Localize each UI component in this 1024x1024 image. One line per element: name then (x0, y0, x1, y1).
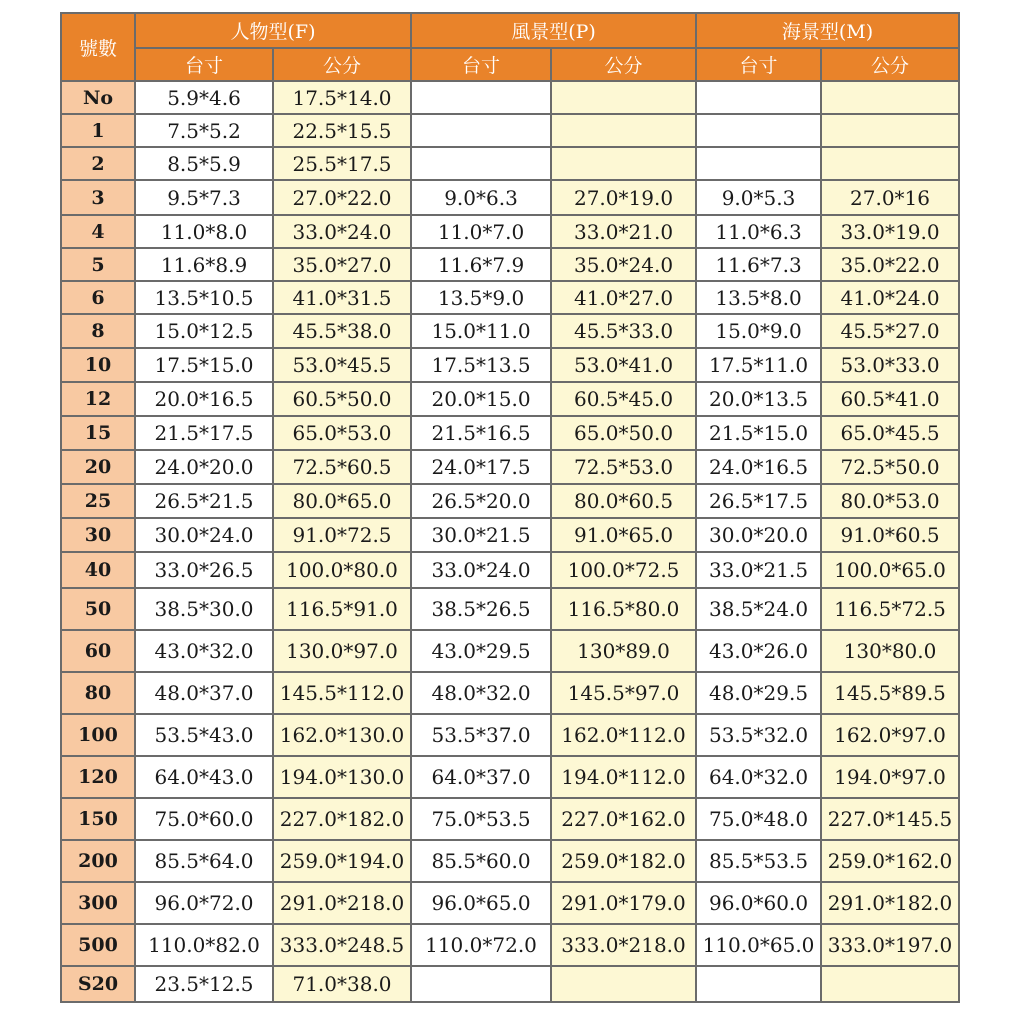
cm-size-cell: 333.0*197.0 (821, 924, 959, 966)
cm-size-cell: 145.5*89.5 (821, 672, 959, 714)
header-group-landscape: 風景型(P) (411, 13, 696, 48)
cm-size-cell (821, 114, 959, 147)
cm-size-cell: 60.5*45.0 (551, 382, 696, 416)
size-number-cell: 15 (61, 416, 135, 450)
header-unit-tai-cun: 台寸 (411, 48, 551, 81)
tai-cun-size-cell: 48.0*37.0 (135, 672, 273, 714)
size-number-cell: 8 (61, 314, 135, 348)
tai-cun-size-cell: 43.0*32.0 (135, 630, 273, 672)
size-number-cell: 3 (61, 180, 135, 215)
cm-size-cell: 162.0*112.0 (551, 714, 696, 756)
tai-cun-size-cell (411, 147, 551, 180)
cm-size-cell: 33.0*24.0 (273, 215, 411, 248)
tai-cun-size-cell: 48.0*32.0 (411, 672, 551, 714)
table-row (61, 484, 959, 518)
tai-cun-size-cell: 9.0*5.3 (696, 180, 821, 215)
cm-size-cell (821, 81, 959, 114)
tai-cun-size-cell: 96.0*72.0 (135, 882, 273, 924)
tai-cun-size-cell: 20.0*16.5 (135, 382, 273, 416)
tai-cun-size-cell (696, 966, 821, 1002)
tai-cun-size-cell: 30.0*21.5 (411, 518, 551, 552)
tai-cun-size-cell (411, 966, 551, 1002)
tai-cun-size-cell: 13.5*8.0 (696, 281, 821, 314)
tai-cun-size-cell: 23.5*12.5 (135, 966, 273, 1002)
table-row (61, 798, 959, 840)
cm-size-cell: 53.0*45.5 (273, 348, 411, 382)
cm-size-cell: 194.0*97.0 (821, 756, 959, 798)
cm-size-cell: 27.0*22.0 (273, 180, 411, 215)
tai-cun-size-cell: 38.5*24.0 (696, 588, 821, 630)
header-unit-cm: 公分 (551, 48, 696, 81)
cm-size-cell: 60.5*50.0 (273, 382, 411, 416)
tai-cun-size-cell: 24.0*16.5 (696, 450, 821, 484)
size-number-cell: 4 (61, 215, 135, 248)
cm-size-cell: 41.0*31.5 (273, 281, 411, 314)
cm-size-cell: 53.0*33.0 (821, 348, 959, 382)
tai-cun-size-cell: 96.0*60.0 (696, 882, 821, 924)
table-body (61, 81, 959, 1002)
table-row (61, 882, 959, 924)
tai-cun-size-cell: 13.5*10.5 (135, 281, 273, 314)
header-corner: 號數 (61, 13, 135, 81)
size-number-cell: 30 (61, 518, 135, 552)
tai-cun-size-cell: 43.0*29.5 (411, 630, 551, 672)
cm-size-cell: 100.0*65.0 (821, 552, 959, 588)
tai-cun-size-cell: 15.0*12.5 (135, 314, 273, 348)
cm-size-cell: 80.0*53.0 (821, 484, 959, 518)
tai-cun-size-cell: 64.0*43.0 (135, 756, 273, 798)
tai-cun-size-cell: 11.0*8.0 (135, 215, 273, 248)
tai-cun-size-cell: 85.5*60.0 (411, 840, 551, 882)
tai-cun-size-cell (696, 114, 821, 147)
size-number-cell: 20 (61, 450, 135, 484)
tai-cun-size-cell: 64.0*37.0 (411, 756, 551, 798)
cm-size-cell: 291.0*182.0 (821, 882, 959, 924)
tai-cun-size-cell: 17.5*11.0 (696, 348, 821, 382)
size-number-cell: 150 (61, 798, 135, 840)
tai-cun-size-cell: 53.5*37.0 (411, 714, 551, 756)
tai-cun-size-cell: 38.5*30.0 (135, 588, 273, 630)
table-row (61, 114, 959, 147)
cm-size-cell: 25.5*17.5 (273, 147, 411, 180)
size-number-cell: 500 (61, 924, 135, 966)
tai-cun-size-cell (411, 81, 551, 114)
cm-size-cell: 35.0*24.0 (551, 248, 696, 281)
tai-cun-size-cell: 5.9*4.6 (135, 81, 273, 114)
cm-size-cell (551, 966, 696, 1002)
cm-size-cell: 72.5*60.5 (273, 450, 411, 484)
size-number-cell: S20 (61, 966, 135, 1002)
size-number-cell: 2 (61, 147, 135, 180)
size-number-cell: 1 (61, 114, 135, 147)
tai-cun-size-cell: 75.0*60.0 (135, 798, 273, 840)
header-group-marine: 海景型(M) (696, 13, 959, 48)
canvas-size-table (60, 12, 960, 1003)
tai-cun-size-cell: 8.5*5.9 (135, 147, 273, 180)
tai-cun-size-cell: 30.0*20.0 (696, 518, 821, 552)
tai-cun-size-cell: 96.0*65.0 (411, 882, 551, 924)
tai-cun-size-cell: 26.5*20.0 (411, 484, 551, 518)
size-number-cell: 40 (61, 552, 135, 588)
size-number-cell: 120 (61, 756, 135, 798)
tai-cun-size-cell: 43.0*26.0 (696, 630, 821, 672)
size-number-cell: 80 (61, 672, 135, 714)
cm-size-cell: 22.5*15.5 (273, 114, 411, 147)
table-row (61, 588, 959, 630)
size-number-cell: 100 (61, 714, 135, 756)
table-row (61, 840, 959, 882)
tai-cun-size-cell: 33.0*24.0 (411, 552, 551, 588)
tai-cun-size-cell: 11.6*7.3 (696, 248, 821, 281)
tai-cun-size-cell: 11.6*7.9 (411, 248, 551, 281)
cm-size-cell: 41.0*27.0 (551, 281, 696, 314)
cm-size-cell: 291.0*179.0 (551, 882, 696, 924)
header-unit-tai-cun: 台寸 (135, 48, 273, 81)
size-number-cell: 60 (61, 630, 135, 672)
header-unit-cm: 公分 (273, 48, 411, 81)
table-row (61, 552, 959, 588)
tai-cun-size-cell: 110.0*82.0 (135, 924, 273, 966)
table-row (61, 630, 959, 672)
cm-size-cell: 130.0*97.0 (273, 630, 411, 672)
cm-size-cell: 27.0*16 (821, 180, 959, 215)
tai-cun-size-cell: 110.0*72.0 (411, 924, 551, 966)
table-row (61, 518, 959, 552)
tai-cun-size-cell (696, 81, 821, 114)
size-number-cell: 25 (61, 484, 135, 518)
cm-size-cell: 91.0*65.0 (551, 518, 696, 552)
cm-size-cell: 91.0*72.5 (273, 518, 411, 552)
tai-cun-size-cell: 20.0*13.5 (696, 382, 821, 416)
tai-cun-size-cell: 64.0*32.0 (696, 756, 821, 798)
table-row (61, 180, 959, 215)
cm-size-cell (821, 147, 959, 180)
tai-cun-size-cell: 53.5*32.0 (696, 714, 821, 756)
cm-size-cell: 333.0*218.0 (551, 924, 696, 966)
cm-size-cell: 227.0*145.5 (821, 798, 959, 840)
cm-size-cell: 130*89.0 (551, 630, 696, 672)
header-group-portrait: 人物型(F) (135, 13, 411, 48)
cm-size-cell: 100.0*80.0 (273, 552, 411, 588)
size-table-container (60, 12, 958, 1003)
tai-cun-size-cell: 26.5*17.5 (696, 484, 821, 518)
table-row (61, 314, 959, 348)
table-row (61, 215, 959, 248)
tai-cun-size-cell: 21.5*16.5 (411, 416, 551, 450)
tai-cun-size-cell: 75.0*53.5 (411, 798, 551, 840)
cm-size-cell: 71.0*38.0 (273, 966, 411, 1002)
cm-size-cell: 60.5*41.0 (821, 382, 959, 416)
tai-cun-size-cell: 33.0*26.5 (135, 552, 273, 588)
header-unit-tai-cun: 台寸 (696, 48, 821, 81)
cm-size-cell: 45.5*33.0 (551, 314, 696, 348)
table-row (61, 966, 959, 1002)
cm-size-cell: 259.0*162.0 (821, 840, 959, 882)
cm-size-cell (551, 114, 696, 147)
tai-cun-size-cell: 9.5*7.3 (135, 180, 273, 215)
table-row (61, 147, 959, 180)
table-row (61, 348, 959, 382)
table-row (61, 81, 959, 114)
cm-size-cell: 45.5*27.0 (821, 314, 959, 348)
cm-size-cell: 116.5*91.0 (273, 588, 411, 630)
cm-size-cell: 17.5*14.0 (273, 81, 411, 114)
tai-cun-size-cell: 48.0*29.5 (696, 672, 821, 714)
tai-cun-size-cell: 33.0*21.5 (696, 552, 821, 588)
table-row (61, 756, 959, 798)
cm-size-cell: 45.5*38.0 (273, 314, 411, 348)
header-row-groups (61, 13, 959, 48)
size-number-cell: 200 (61, 840, 135, 882)
cm-size-cell: 80.0*60.5 (551, 484, 696, 518)
cm-size-cell: 194.0*112.0 (551, 756, 696, 798)
tai-cun-size-cell: 75.0*48.0 (696, 798, 821, 840)
cm-size-cell: 130*80.0 (821, 630, 959, 672)
cm-size-cell: 27.0*19.0 (551, 180, 696, 215)
size-number-cell: No (61, 81, 135, 114)
cm-size-cell (821, 966, 959, 1002)
tai-cun-size-cell: 13.5*9.0 (411, 281, 551, 314)
cm-size-cell: 53.0*41.0 (551, 348, 696, 382)
tai-cun-size-cell: 53.5*43.0 (135, 714, 273, 756)
tai-cun-size-cell: 24.0*17.5 (411, 450, 551, 484)
cm-size-cell: 33.0*19.0 (821, 215, 959, 248)
cm-size-cell (551, 81, 696, 114)
tai-cun-size-cell: 11.0*7.0 (411, 215, 551, 248)
tai-cun-size-cell: 21.5*17.5 (135, 416, 273, 450)
cm-size-cell: 65.0*53.0 (273, 416, 411, 450)
tai-cun-size-cell: 9.0*6.3 (411, 180, 551, 215)
tai-cun-size-cell (696, 147, 821, 180)
table-row (61, 382, 959, 416)
table-row (61, 281, 959, 314)
tai-cun-size-cell: 17.5*15.0 (135, 348, 273, 382)
cm-size-cell: 162.0*97.0 (821, 714, 959, 756)
size-number-cell: 300 (61, 882, 135, 924)
tai-cun-size-cell (411, 114, 551, 147)
cm-size-cell: 259.0*194.0 (273, 840, 411, 882)
table-row (61, 672, 959, 714)
cm-size-cell: 35.0*27.0 (273, 248, 411, 281)
tai-cun-size-cell: 26.5*21.5 (135, 484, 273, 518)
cm-size-cell: 72.5*53.0 (551, 450, 696, 484)
tai-cun-size-cell: 17.5*13.5 (411, 348, 551, 382)
tai-cun-size-cell: 110.0*65.0 (696, 924, 821, 966)
tai-cun-size-cell: 15.0*9.0 (696, 314, 821, 348)
cm-size-cell (551, 147, 696, 180)
cm-size-cell: 259.0*182.0 (551, 840, 696, 882)
cm-size-cell: 65.0*45.5 (821, 416, 959, 450)
header-unit-cm: 公分 (821, 48, 959, 81)
cm-size-cell: 162.0*130.0 (273, 714, 411, 756)
cm-size-cell: 227.0*162.0 (551, 798, 696, 840)
cm-size-cell: 145.5*112.0 (273, 672, 411, 714)
size-number-cell: 5 (61, 248, 135, 281)
tai-cun-size-cell: 85.5*64.0 (135, 840, 273, 882)
tai-cun-size-cell: 7.5*5.2 (135, 114, 273, 147)
tai-cun-size-cell: 11.6*8.9 (135, 248, 273, 281)
tai-cun-size-cell: 38.5*26.5 (411, 588, 551, 630)
size-number-cell: 12 (61, 382, 135, 416)
cm-size-cell: 33.0*21.0 (551, 215, 696, 248)
cm-size-cell: 291.0*218.0 (273, 882, 411, 924)
tai-cun-size-cell: 21.5*15.0 (696, 416, 821, 450)
cm-size-cell: 80.0*65.0 (273, 484, 411, 518)
cm-size-cell: 91.0*60.5 (821, 518, 959, 552)
cm-size-cell: 72.5*50.0 (821, 450, 959, 484)
cm-size-cell: 333.0*248.5 (273, 924, 411, 966)
size-number-cell: 6 (61, 281, 135, 314)
table-row (61, 450, 959, 484)
cm-size-cell: 227.0*182.0 (273, 798, 411, 840)
tai-cun-size-cell: 24.0*20.0 (135, 450, 273, 484)
tai-cun-size-cell: 30.0*24.0 (135, 518, 273, 552)
cm-size-cell: 116.5*80.0 (551, 588, 696, 630)
cm-size-cell: 35.0*22.0 (821, 248, 959, 281)
table-row (61, 416, 959, 450)
size-number-cell: 50 (61, 588, 135, 630)
table-row (61, 714, 959, 756)
tai-cun-size-cell: 11.0*6.3 (696, 215, 821, 248)
cm-size-cell: 116.5*72.5 (821, 588, 959, 630)
tai-cun-size-cell: 85.5*53.5 (696, 840, 821, 882)
cm-size-cell: 41.0*24.0 (821, 281, 959, 314)
size-number-cell: 10 (61, 348, 135, 382)
table-row (61, 248, 959, 281)
cm-size-cell: 145.5*97.0 (551, 672, 696, 714)
cm-size-cell: 194.0*130.0 (273, 756, 411, 798)
cm-size-cell: 65.0*50.0 (551, 416, 696, 450)
header-row-units (61, 48, 959, 81)
tai-cun-size-cell: 20.0*15.0 (411, 382, 551, 416)
table-row (61, 924, 959, 966)
tai-cun-size-cell: 15.0*11.0 (411, 314, 551, 348)
cm-size-cell: 100.0*72.5 (551, 552, 696, 588)
